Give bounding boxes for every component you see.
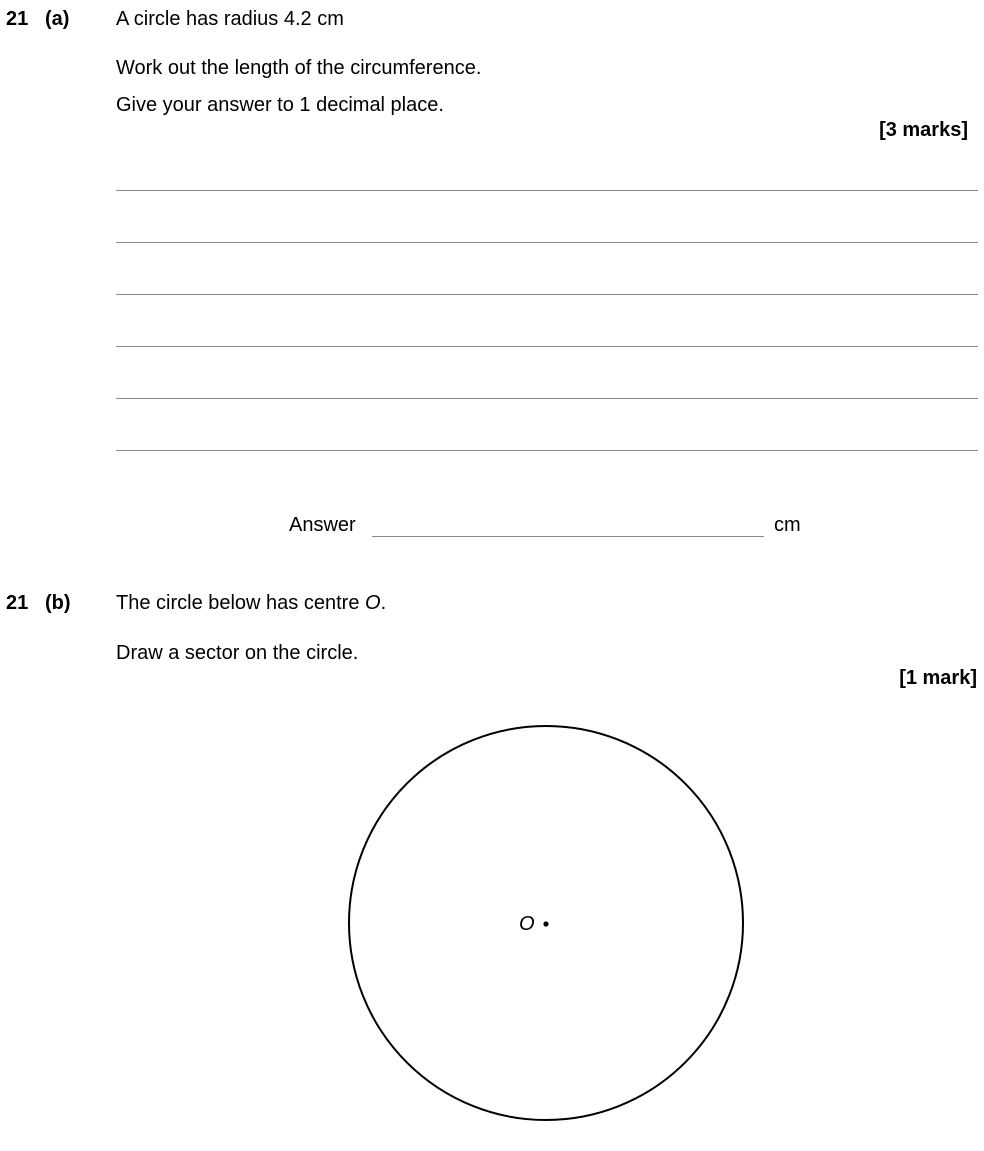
question-a-line2: Work out the length of the circumference.	[116, 57, 482, 79]
question-number-a: 21	[6, 8, 29, 30]
question-b-line1-suffix: .	[380, 592, 387, 614]
question-number-b: 21	[6, 592, 29, 614]
part-label-a: (a)	[45, 8, 70, 30]
answer-unit: cm	[774, 514, 801, 536]
answer-label: Answer	[289, 514, 356, 536]
question-b-line2: Draw a sector on the circle.	[116, 642, 359, 664]
part-label-b: (b)	[45, 592, 71, 614]
question-b-line1-prefix: The circle below has centre	[116, 592, 366, 614]
marks-b: [1 mark]	[899, 667, 977, 689]
question-a-line1: A circle has radius 4.2 cm	[116, 8, 344, 30]
marks-a: [3 marks]	[879, 119, 968, 141]
centre-dot	[543, 921, 548, 926]
question-b-centre-letter: O	[365, 592, 381, 614]
centre-label: O	[519, 913, 535, 935]
question-a-line3: Give your answer to 1 decimal place.	[116, 94, 444, 116]
